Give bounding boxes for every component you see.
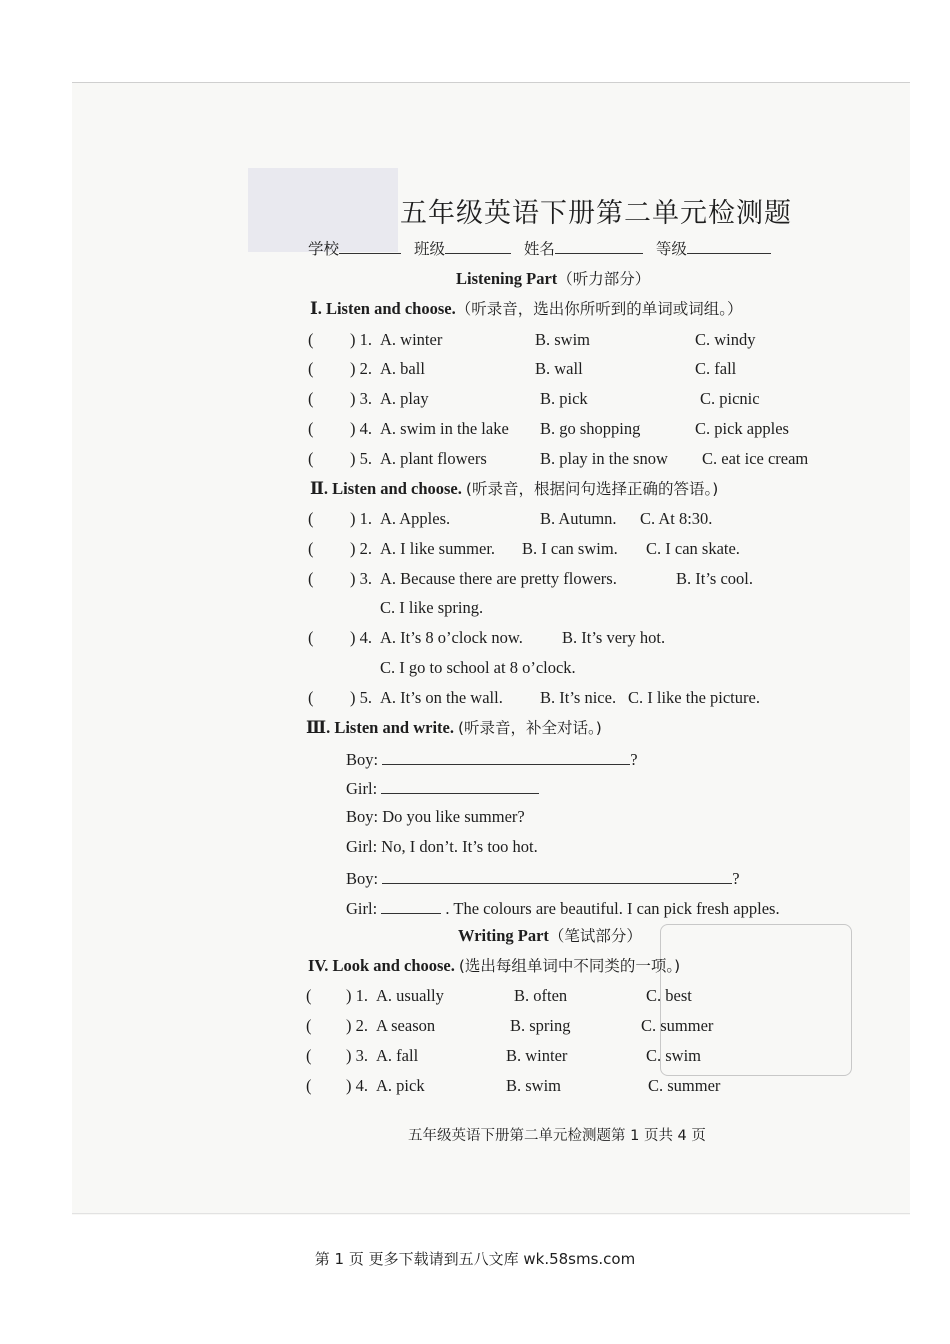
section-1-title: Ⅰ. Listen and choose. [310,299,456,318]
option-a: A. Apples. [380,509,451,528]
option-b: B. It’s very hot. [562,628,666,647]
option-c: C. I go to school at 8 o’clock. [380,658,576,677]
item-number: ) 4. [350,419,372,438]
option-b: B. play in the snow [540,449,668,468]
name-field[interactable] [555,239,643,254]
option-a: A. Because there are pretty flowers. [380,569,617,588]
dialogue-line [346,839,538,856]
line-text: Do you like summer? [382,807,525,826]
option-b: B. wall [535,359,583,378]
option-a: A season [376,1016,436,1035]
answer-blank[interactable] [381,779,539,794]
section-2-title: Ⅱ. Listen and choose. [310,479,462,498]
option-a: A. ball [380,359,425,378]
answer-paren[interactable]: ( [306,986,312,1005]
answer-paren[interactable]: ( [308,688,314,707]
section-4-title: IV. Look and choose. [308,956,455,975]
listening-part-heading [456,271,650,288]
option-b: B. It’s nice. [540,688,617,707]
option-c: C. best [646,986,692,1005]
section-3-title: Ⅲ. Listen and write. [306,718,454,737]
option-c: C. I like the picture. [628,688,760,707]
section-3-instruction: (听录音，补全对话。) [457,719,602,737]
name-label: 姓名 [523,240,555,258]
writing-part-cn: （笔试部分） [548,927,642,945]
answer-paren[interactable]: ( [308,628,314,647]
class-field[interactable] [445,239,511,254]
option-c: C. At 8:30. [640,509,713,528]
item-number: ) 2. [346,1016,368,1035]
item-number: ) 5. [350,688,372,707]
answer-paren[interactable]: ( [308,359,314,378]
section-1-instruction: （听录音，选出你所听到的单词或词组。） [455,300,743,318]
option-c: C. I like spring. [380,598,484,617]
answer-paren[interactable]: ( [306,1046,312,1065]
option-b: B. spring [510,1016,571,1035]
grade-field[interactable] [687,239,771,254]
option-c: C. picnic [700,389,760,408]
page-number: 五年级英语下册第二单元检测题第 1 页共 4 页 [408,1128,706,1144]
item-number: ) 4. [350,628,372,647]
speaker-label: Girl: [346,779,378,798]
line-suffix: ? [630,750,638,769]
option-a: A. I like summer. [380,539,496,558]
answer-paren[interactable]: ( [308,330,314,349]
answer-paren[interactable]: ( [308,539,314,558]
speaker-label: Boy: [346,869,379,888]
answer-paren[interactable]: ( [308,389,314,408]
item-number: ) 1. [350,509,372,528]
option-a: A. swim in the lake [380,419,509,438]
answer-blank[interactable] [382,869,732,884]
option-a: A. usually [376,986,444,1005]
answer-paren[interactable]: ( [308,509,314,528]
item-number: ) 5. [350,449,372,468]
dialogue-line [346,809,525,826]
scan-edge [72,1213,910,1214]
answer-paren[interactable]: ( [306,1016,312,1035]
line-suffix: ? [732,869,740,888]
listening-part-cn: （听力部分） [557,270,651,288]
line-text: . The colours are beautiful. I can pick fresh apples. [445,899,780,918]
option-c: C. windy [695,330,756,349]
option-a: A. It’s on the wall. [380,688,503,707]
option-c: C. I can skate. [646,539,740,558]
option-c: C. summer [648,1076,721,1095]
section-3-heading [306,720,602,737]
answer-blank[interactable] [382,750,630,765]
section-1-heading [310,301,742,318]
listening-part-en: Listening Part [456,269,558,288]
class-label: 班级 [413,240,445,258]
option-a: A. pick [376,1076,425,1095]
item-number: ) 3. [350,389,372,408]
item-number: ) 3. [346,1046,368,1065]
speaker-label: Boy: [346,750,379,769]
answer-paren[interactable]: ( [308,569,314,588]
answer-paren[interactable]: ( [306,1076,312,1095]
option-a: A. winter [380,330,443,349]
option-b: B. swim [506,1076,562,1095]
option-a: A. plant flowers [380,449,487,468]
option-b: B. It’s cool. [676,569,753,588]
item-number: ) 1. [346,986,368,1005]
section-2-instruction: (听录音，根据问句选择正确的答语。) [465,480,719,498]
section-4-heading [308,958,680,975]
option-b: B. winter [506,1046,568,1065]
option-b: B. I can swim. [522,539,618,558]
option-b: B. swim [535,330,591,349]
answer-paren[interactable]: ( [308,449,314,468]
answer-paren[interactable]: ( [308,419,314,438]
option-a: A. fall [376,1046,419,1065]
option-b: B. often [514,986,568,1005]
dialogue-line [346,899,780,918]
info-line [308,239,771,258]
option-c: C. fall [695,359,737,378]
writing-part-heading [458,928,642,945]
item-number: ) 1. [350,330,372,349]
option-c: C. pick apples [695,419,789,438]
item-number: ) 2. [350,539,372,558]
section-4-instruction: (选出每组单词中不同类的一项。) [458,957,681,975]
page-title: 五年级英语下册第二单元检测题 [400,198,792,229]
option-c: C. eat ice cream [702,449,809,468]
option-c: C. swim [646,1046,702,1065]
option-b: B. pick [540,389,588,408]
speaker-label: Girl: [346,899,378,918]
dialogue-line [346,869,740,888]
speaker-label: Boy: [346,807,379,826]
download-footer: 第 1 页 更多下载请到五八文库 wk.58sms.com [314,1250,636,1268]
school-label: 学校 [308,240,340,258]
option-b: B. go shopping [540,419,641,438]
speaker-label: Girl: [346,837,378,856]
option-c: C. summer [641,1016,714,1035]
item-number: ) 2. [350,359,372,378]
answer-blank[interactable] [381,899,441,914]
item-number: ) 4. [346,1076,368,1095]
dialogue-line [346,779,539,798]
option-b: B. Autumn. [540,509,617,528]
section-2-heading [310,481,718,498]
school-field[interactable] [339,239,401,254]
line-text: No, I don’t. It’s too hot. [381,837,538,856]
writing-part-en: Writing Part [458,926,549,945]
item-number: ) 3. [350,569,372,588]
dialogue-line [346,750,638,769]
option-a: A. It’s 8 o’clock now. [380,628,523,647]
option-a: A. play [380,389,429,408]
grade-label: 等级 [655,240,687,258]
